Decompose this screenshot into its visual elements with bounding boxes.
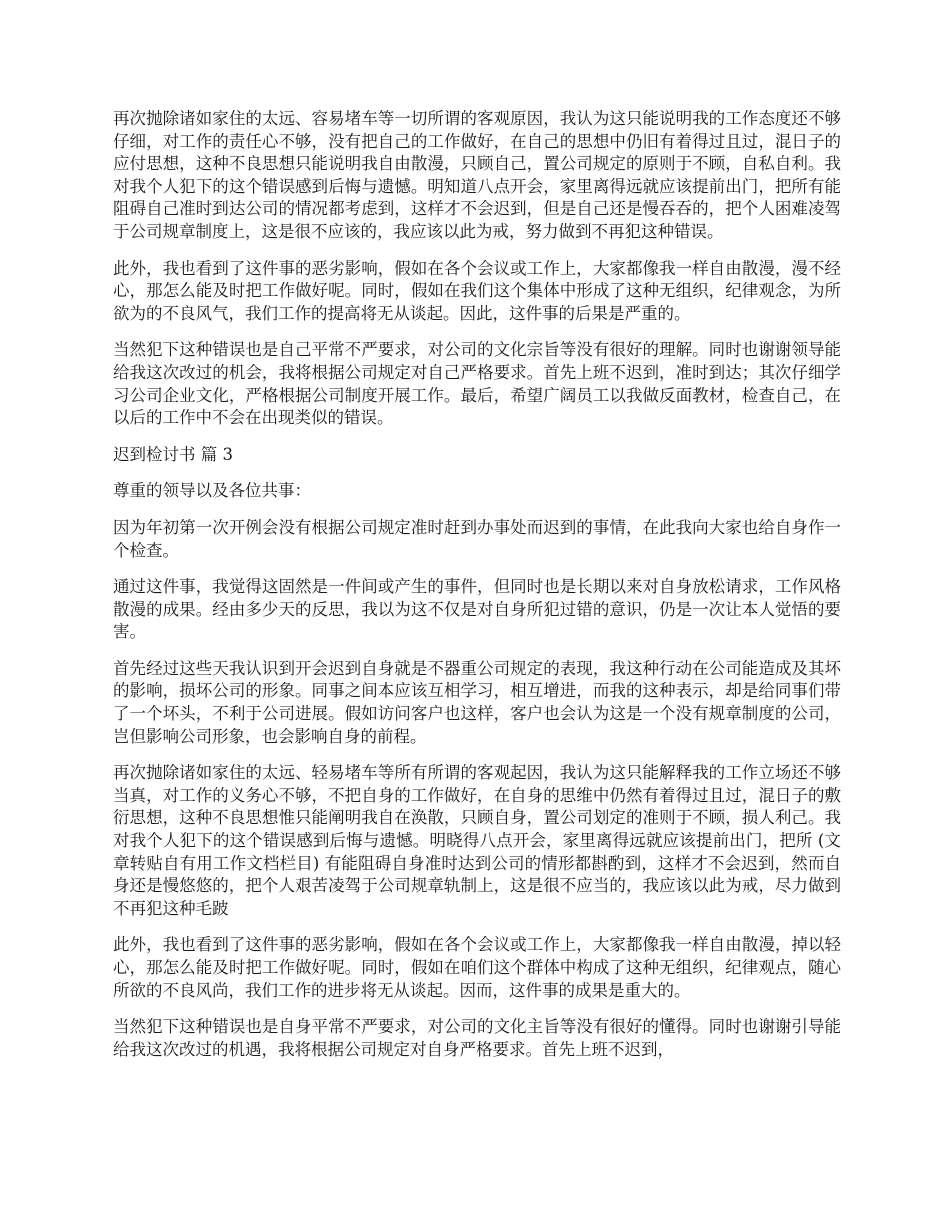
section-heading: 迟到检讨书 篇 3 — [113, 444, 233, 464]
paragraph: 通过这件事，我觉得这固然是一件间或产生的事件，但同时也是长期以来对自身放松请求，工作风格散漫的成果。经由多少天的反思，我以为这不仅是对自身所犯过错的意识，仍是一次让本人觉悟的要害。 — [113, 577, 841, 642]
paragraph: 首先经过这些天我认识到开会迟到自身就是不器重公司规定的表现，我这种行动在公司能造成及其坏的影响，损坏公司的形象。同事之间本应该互相学习，相互增进，而我的这种表示，却是给同事们带了一个坏头，不利于公司进展。假如访问客户也这样，客户也会认为这是一个没有规章制度的公司，岂但影响公司形象，也会影响自身的前程。 — [113, 658, 841, 746]
paragraph: 再次抛除诸如家住的太远、容易堵车等一切所谓的客观原因，我认为这只能说明我的工作态度还不够仔细，对工作的责任心不够，没有把自己的工作做好，在自己的思想中仍旧有着得过且过，混日子的应付思想，这种不良思想只能说明我自由散漫，只顾自己，置公司规定的原则于不顾，自私自利。我对我个人犯下的这个错误感到后悔与遗憾。明知道八点开会，家里离得远就应该提前出门，把所有能阻碍自己准时到达公司的情况都考虑到，这样才不会迟到，但是自己还是慢吞吞的，把个人困难凌驾于公司规章制度上，这是很不应该的，我应该以此为戒，努力做到不再犯这种错误。 — [113, 109, 841, 241]
paragraph: 此外，我也看到了这件事的恶劣影响，假如在各个会议或工作上，大家都像我一样自由散漫，漫不经心，那怎么能及时把工作做好呢。同时，假如在我们这个集体中形成了这种无组织，纪律观念，为所欲为的不良风气，我们工作的提高将无从谈起。因此，这件事的后果是严重的。 — [113, 258, 841, 323]
paragraph: 当然犯下这种错误也是自身平常不严要求，对公司的文化主旨等没有很好的懂得。同时也谢谢引导能给我这次改过的机遇，我将根据公司规定对自身严格要求。首先上班不迟到， — [113, 1017, 841, 1059]
salutation: 尊重的领导以及各位共事： — [113, 481, 311, 501]
paragraph: 此外，我也看到了这件事的恶劣影响，假如在各个会议或工作上，大家都像我一样自由散漫，掉以轻心，那怎么能及时把工作做好呢。同时，假如在咱们这个群体中构成了这种无组织，纪律观点，随心所欲的不良风尚，我们工作的进步将无从谈起。因而，这件事的成果是重大的。 — [113, 935, 841, 1000]
paragraph: 再次抛除诸如家住的太远、轻易堵车等所有所谓的客观起因，我认为这只能解释我的工作立场还不够当真，对工作的义务心不够，不把自身的工作做好，在自身的思维中仍然有着得过且过，混日子的敷衍思想，这种不良思想惟只能阐明我自在涣散，只顾自身，置公司划定的准则于不顾，损人利己。我对我个人犯下的这个错误感到后悔与遗憾。明晓得八点开会，家里离得远就应该提前出门，把所 (文章转贴自有用工作文档栏目) 有能阻碍自身准时达到公司的情形都斟酌到，这样才不会迟到，然而自身还是慢悠悠的，把个人艰苦凌驾于公司规章轨制上，这是很不应当的，我应该以此为戒，尽力做到不再犯这种毛跛 — [113, 763, 841, 918]
paragraph: 因为年初第一次开例会没有根据公司规定准时赶到办事处而迟到的事情，在此我向大家也给自身作一个检查。 — [113, 517, 841, 560]
document-body — [113, 108, 841, 1075]
paragraph: 当然犯下这种错误也是自己平常不严要求，对公司的文化宗旨等没有很好的理解。同时也谢谢领导能给我这次改过的机会，我将根据公司规定对自己严格要求。首先上班不迟到，准时到达；其次仔细学习公司企业文化，严格根据公司制度开展工作。最后，希望广阔员工以我做反面教材，检查自己，在以后的工作中不会在出现类似的错误。 — [113, 340, 841, 428]
